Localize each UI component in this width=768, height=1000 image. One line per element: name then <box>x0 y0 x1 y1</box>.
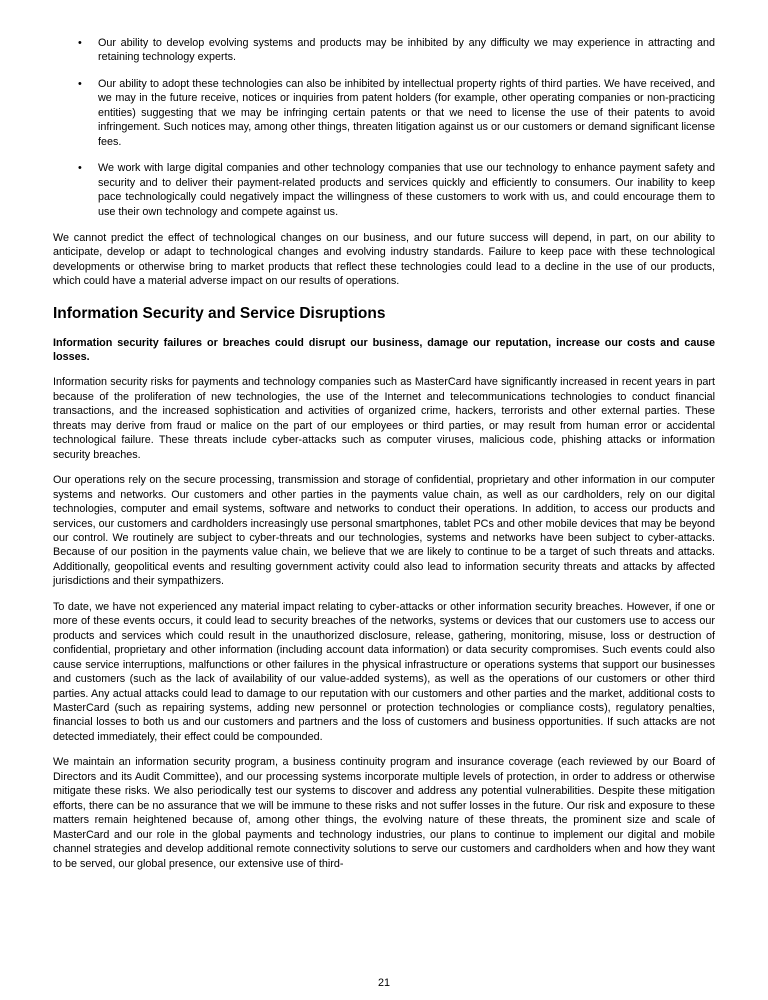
section-heading: Information Security and Service Disruptions <box>53 304 386 322</box>
body-paragraph-4: We maintain an information security program, a business continuity program and insurance coverage (each reviewed by our Board of Directors and its Audit Committee), and our processing systems incorporate multiple levels of protection, in order to address or otherwise mitigate these risks. We also periodically test our systems to discover and address any potential vulnerabilities. Despite these mitigation efforts, there can be no assurance that we will be immune to these risks and not suffer losses in the future. Our risk and exposure to these matters remain heightened because of, among other things, the evolving nature of these threats, the prominent size and scale of MasterCard and our role in the global payments and technology industries, our plans to continue to implement our digital and mobile channel strategies and develop additional remote connectivity solutions to serve our customers and cardholders when and how they want to be served, our global presence, our extensive use of third- <box>53 756 715 870</box>
bullet-marker: • <box>78 162 82 175</box>
bullet-item <box>53 161 715 219</box>
bullet-text: Our ability to develop evolving systems and products may be inhibited by any difficulty we may experience in attracting and retaining technology experts. <box>98 37 715 64</box>
body-paragraph-2: Our operations rely on the secure processing, transmission and storage of confidential, proprietary and other information in our computer systems and networks. Our customers and other parties in the payments value chain, as well as our cardholders, rely on our digital technologies, computer and email systems, software and networks to conduct their operations. In addition, to access our products and services, our customers and cardholders increasingly use personal smartphones, tablet PCs and other mobile devices that may be beyond our control. We routinely are subject to cyber-threats and our technologies, systems and networks have been subject to cyber-attacks. Because of our position in the payments value chain, we believe that we are likely to continue to be a target of such threats and attacks. Additionally, geopolitical events and resulting government activity could also lead to information security threats and attacks by affected jurisdictions and their sympathizers. <box>53 474 715 588</box>
bullet-text: We work with large digital companies and other technology companies that use our technology to enhance payment safety and security and to deliver their payment-related products and services quickly and efficiently to consumers. Our inability to keep pace technologically could negatively impact the willingness of these customers to work with us, and could encourage them to use their own technology and compete against us. <box>98 162 715 218</box>
lead-paragraph: Information security failures or breaches could disrupt our business, damage our reputation, increase our costs and cause losses. <box>53 336 715 364</box>
bullet-item <box>53 36 715 65</box>
bullet-item <box>53 77 715 149</box>
bullet-marker: • <box>78 77 82 90</box>
bullet-marker: • <box>78 37 82 49</box>
bullet-text: Our ability to adopt these technologies can also be inhibited by intellectual property rights of third parties. We have received, and we may in the future receive, notices or inquiries from patent holders (for example, other operating companies or non-practicing entities) suggesting that we may be infringing certain patents or that we need to license the use of their patents to avoid infringement. Such notices may, among other things, threaten litigation against us or our customers or demand significant license fees. <box>98 77 715 148</box>
body-paragraph-3: To date, we have not experienced any material impact relating to cyber-attacks or other information security breaches. However, if one or more of these events occurs, it could lead to security breaches of the networks, systems or devices that our customers use to access our products and services which could result in the unauthorized disclosure, release, gathering, monitoring, misuse, loss or destruction of confidential, proprietary and other information (including account data information) or data security compromises. Such events could also cause service interruptions, malfunctions or other failures in the physical infrastructure or operations systems that support our businesses and customers (such as the lack of availability of our value-added systems), as well as the operations of our customers or other third parties. Any actual attacks could lead to damage to our reputation with our customers and other parties and the market, additional costs to MasterCard (such as repairing systems, adding new personnel or protection technologies or compliance costs), regulatory penalties, financial losses to both us and our customers and partners and the loss of customers and business opportunities. If such attacks are not detected immediately, their effect could be compounded. <box>53 600 715 743</box>
body-paragraph-1: Information security risks for payments and technology companies such as MasterCard have significantly increased in recent years in part because of the proliferation of new technologies, the use of the Internet and telecommunications technologies to conduct financial transactions, and the increased sophistication and activities of organized crime, hackers, terrorists and other external parties. These threats may derive from fraud or malice on the part of our employees or third parties, or may result from human error or accidental technological failure. These threats include cyber-attacks such as computer viruses, malicious code, phishing attacks or information security breaches. <box>53 376 715 461</box>
risk-bullet-list <box>53 36 715 219</box>
page-number: 21 <box>377 976 390 989</box>
closing-paragraph: We cannot predict the effect of technological changes on our business, and our future success will depend, in part, on our ability to anticipate, develop or adapt to technological changes and evolving industry standards. Failure to keep pace with these technological developments or otherwise bring to market products that reflect these technologies could lead to a decline in the use of our products, which could have a material adverse impact on our results of operations. <box>53 231 715 288</box>
